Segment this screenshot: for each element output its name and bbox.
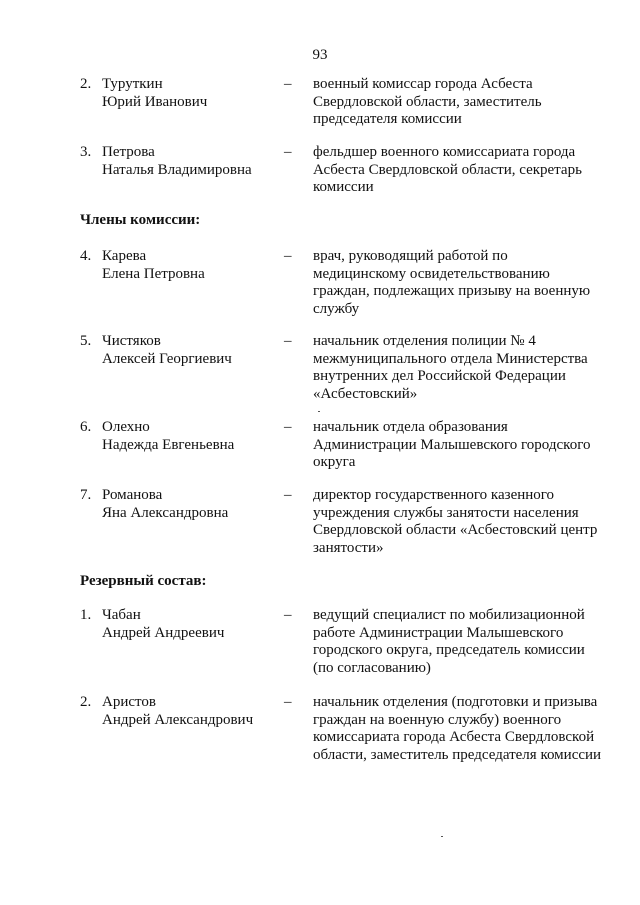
item-number: 2.: [80, 694, 92, 710]
surname: Петрова: [102, 144, 155, 160]
person-name: [102, 607, 282, 642]
given-names: Наталья Владимировна: [102, 161, 252, 178]
position-description: [313, 487, 623, 557]
scan-speck: [441, 836, 443, 837]
given-names: Андрей Андреевич: [102, 624, 225, 641]
desc-line: округа: [313, 454, 356, 471]
surname: Аристов: [102, 694, 156, 710]
dash: –: [284, 76, 292, 92]
desc-line: ведущий специалист по мобилизационной: [313, 607, 585, 623]
desc-line: комиссариата города Асбеста Свердловской: [313, 729, 595, 746]
desc-line: фельдшер военного комиссариата города: [313, 144, 576, 160]
person-name: [102, 487, 282, 522]
surname: Романова: [102, 487, 163, 503]
surname: Туруткин: [102, 76, 163, 92]
person-name: [102, 333, 282, 368]
person-name: [102, 419, 282, 454]
desc-line: граждан на военную службу) военного: [313, 711, 562, 728]
surname: Олехно: [102, 419, 150, 435]
desc-line: Асбеста Свердловской области, секретарь: [313, 161, 582, 178]
person-name: [102, 694, 282, 729]
surname: Чистяков: [102, 333, 161, 349]
position-description: [313, 144, 623, 197]
dash: –: [284, 144, 292, 160]
desc-line: занятости»: [313, 539, 384, 556]
given-names: Алексей Георгиевич: [102, 350, 232, 367]
desc-line: врач, руководящий работой по: [313, 248, 508, 264]
dash: –: [284, 248, 292, 264]
desc-line: комиссии: [313, 179, 374, 196]
dash: –: [284, 694, 292, 710]
surname: Чабан: [102, 607, 141, 623]
desc-line: директор государственного казенного: [313, 487, 555, 503]
desc-line: председателя комиссии: [313, 111, 462, 128]
person-name: [102, 76, 282, 111]
desc-line: Свердловской области, заместитель: [313, 93, 542, 110]
given-names: Надежда Евгеньевна: [102, 436, 235, 453]
dash: –: [284, 419, 292, 435]
section-heading-reserve: Резервный состав:: [80, 573, 207, 589]
position-description: [313, 333, 623, 403]
desc-line: городского округа, председатель комиссии: [313, 642, 585, 659]
item-number: 7.: [80, 487, 92, 503]
desc-line: внутренних дел Российской Федерации: [313, 368, 566, 385]
desc-line: области, заместитель председателя комиссии: [313, 746, 602, 763]
item-number: 4.: [80, 248, 92, 264]
desc-line: (по согласованию): [313, 659, 431, 676]
desc-line: начальник отделения (подготовки и призыва: [313, 694, 598, 710]
desc-line: начальник отделения полиции № 4: [313, 333, 536, 349]
dash: –: [284, 333, 292, 349]
section-heading-members: Члены комиссии:: [80, 212, 201, 228]
desc-line: работе Администрации Малышевского: [313, 624, 564, 641]
item-number: 2.: [80, 76, 92, 92]
dash: –: [284, 487, 292, 503]
desc-line: Свердловской области «Асбестовский центр: [313, 522, 598, 539]
position-description: [313, 607, 623, 677]
given-names: Андрей Александрович: [102, 711, 254, 728]
desc-line: Администрации Малышевского городского: [313, 436, 591, 453]
desc-line: учреждения службы занятости населения: [313, 504, 579, 521]
given-names: Елена Петровна: [102, 265, 205, 282]
desc-line: службу: [313, 300, 360, 317]
desc-line: межмуниципального отдела Министерства: [313, 350, 588, 367]
item-number: 5.: [80, 333, 92, 349]
given-names: Юрий Иванович: [102, 93, 208, 110]
item-number: 3.: [80, 144, 92, 160]
desc-line: начальник отдела образования: [313, 419, 508, 435]
scan-speck: [318, 411, 320, 412]
dash: –: [284, 607, 292, 623]
item-number: 6.: [80, 419, 92, 435]
person-name: [102, 248, 282, 283]
item-number: 1.: [80, 607, 92, 623]
position-description: [313, 248, 623, 318]
position-description: [313, 76, 623, 129]
given-names: Яна Александровна: [102, 504, 229, 521]
desc-line: граждан, подлежащих призыву на военную: [313, 283, 591, 300]
position-description: [313, 419, 623, 472]
desc-line: «Асбестовский»: [313, 385, 418, 402]
page-number: 93: [312, 47, 328, 63]
desc-line: медицинскому освидетельствованию: [313, 265, 550, 282]
person-name: [102, 144, 282, 179]
desc-line: военный комиссар города Асбеста: [313, 76, 533, 92]
surname: Карева: [102, 248, 147, 264]
position-description: [313, 694, 623, 764]
